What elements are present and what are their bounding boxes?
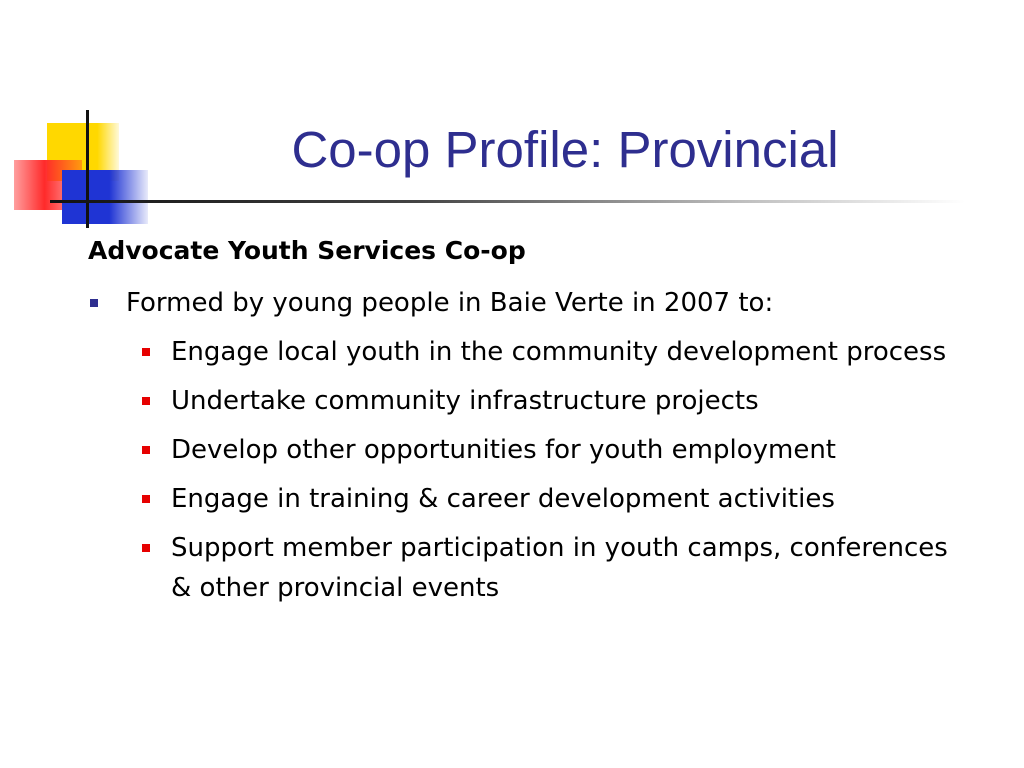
sub-bullet-list	[88, 332, 968, 608]
sub-bullet-item	[171, 332, 968, 372]
square-bullet-icon	[142, 544, 150, 552]
sub-bullet-text: Engage local youth in the community development process	[171, 337, 947, 367]
sub-bullet-text: Develop other opportunities for youth employment	[171, 435, 837, 465]
sub-bullet-item	[171, 381, 968, 421]
sub-bullet-text: Engage in training & career development activities	[171, 484, 835, 514]
square-bullet-icon	[142, 397, 150, 405]
blue-square-shape	[62, 170, 148, 224]
sub-bullet-item	[171, 430, 968, 470]
section-heading: Advocate Youth Services Co-op	[88, 236, 526, 265]
square-bullet-icon	[90, 299, 98, 307]
sub-bullet-text: Undertake community infrastructure projects	[171, 386, 759, 416]
title-underline	[50, 200, 965, 203]
bullet-text: Formed by young people in Baie Verte in 2007 to:	[126, 288, 774, 318]
sub-bullet-text: Support member participation in youth camps, conferences & other provincial events	[171, 533, 948, 603]
bullet-item-level1	[88, 284, 968, 322]
square-bullet-icon	[142, 348, 150, 356]
slide-title: Co-op Profile: Provincial	[291, 121, 839, 178]
slide-body	[88, 232, 968, 617]
sub-bullet-item	[171, 528, 968, 608]
square-bullet-icon	[142, 495, 150, 503]
vertical-rule	[86, 110, 89, 228]
square-bullet-icon	[142, 446, 150, 454]
sub-bullet-item	[171, 479, 968, 519]
decorative-logo	[0, 0, 160, 240]
